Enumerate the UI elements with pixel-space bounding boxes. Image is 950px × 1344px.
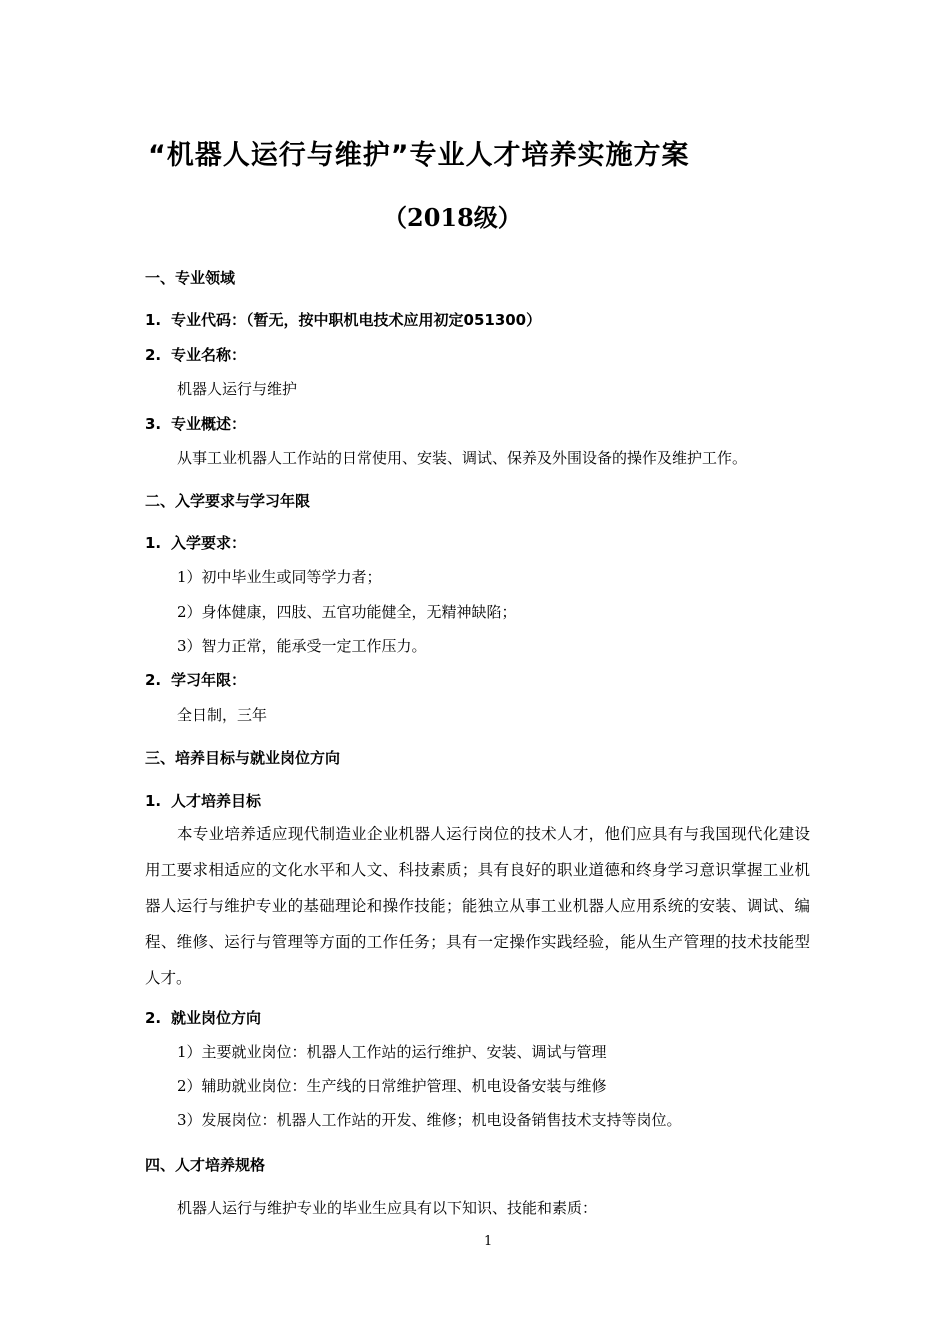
document-subtitle: （2018级） [383,203,522,232]
item-label: 就业岗位方向 [171,1009,262,1027]
item-label: 专业名称： [171,346,247,364]
section-heading-3: 三、培养目标与就业岗位方向 [145,749,341,767]
major-overview-text: 从事工业机器人工作站的日常使用、安装、调试、保养及外围设备的操作及维护工作。 [177,449,748,467]
item-number: 1. [145,534,162,552]
item-number: 1. [145,792,162,810]
job-direction-line: 2）辅助就业岗位：生产线的日常维护管理、机电设备安装与维修 [177,1077,607,1095]
job-direction-line: 3）发展岗位：机器人工作站的开发、维修；机电设备销售技术支持等岗位。 [177,1111,682,1129]
requirement-line: 1）初中毕业生或同等学力者； [177,568,382,586]
item-number: 3. [145,415,162,433]
item-number: 2. [145,346,162,364]
section-heading-1: 一、专业领域 [145,269,236,287]
item-number: 2. [145,671,162,689]
training-goal-paragraph: 本专业培养适应现代制造业企业机器人运行岗位的技术人才，他们应具有与我国现代化建设用工要求相适应的文化水平和人文、科技素质；具有良好的职业道德和终身学习意识掌握工业机器人运行与维护专业的基础理论和操作技能；能独立从事工业机器人应用系统的安装、调试、编程、维修、运行与管理等方面的工作任务；具有一定操作实践经验，能从生产管理的技术技能型人才。 [145,825,810,987]
job-direction-line: 1）主要就业岗位：机器人工作站的运行维护、安装、调试与管理 [177,1043,607,1061]
page-number: 1 [484,1234,493,1249]
item-heading-1-1 [145,309,541,330]
item-label: 专业代码：（暂无，按中职机电技术应用初定051300） [171,311,542,329]
item-heading-3-2 [145,1007,261,1028]
major-name-text: 机器人运行与维护 [177,380,298,398]
section-heading-2: 二、入学要求与学习年限 [145,492,311,510]
item-heading-1-3 [145,413,246,434]
item-heading-2-2 [145,669,246,690]
item-heading-2-1 [145,532,246,553]
item-label: 专业概述： [171,415,247,433]
item-number: 2. [145,1009,162,1027]
item-label: 入学要求： [171,534,247,552]
item-heading-1-2 [145,344,246,365]
item-label: 学习年限： [171,671,247,689]
document-title: “机器人运行与维护”专业人才培养实施方案 [148,140,690,171]
requirement-line: 2）身体健康，四肢、五官功能健全，无精神缺陷； [177,603,517,621]
item-heading-3-1 [145,790,261,811]
training-spec-text: 机器人运行与维护专业的毕业生应具有以下知识、技能和素质： [177,1199,598,1217]
item-label: 人才培养目标 [171,792,262,810]
requirement-line: 3）智力正常，能承受一定工作压力。 [177,637,427,655]
study-years-text: 全日制，三年 [177,706,268,724]
item-number: 1. [145,311,162,329]
section-heading-4: 四、人才培养规格 [145,1156,266,1174]
